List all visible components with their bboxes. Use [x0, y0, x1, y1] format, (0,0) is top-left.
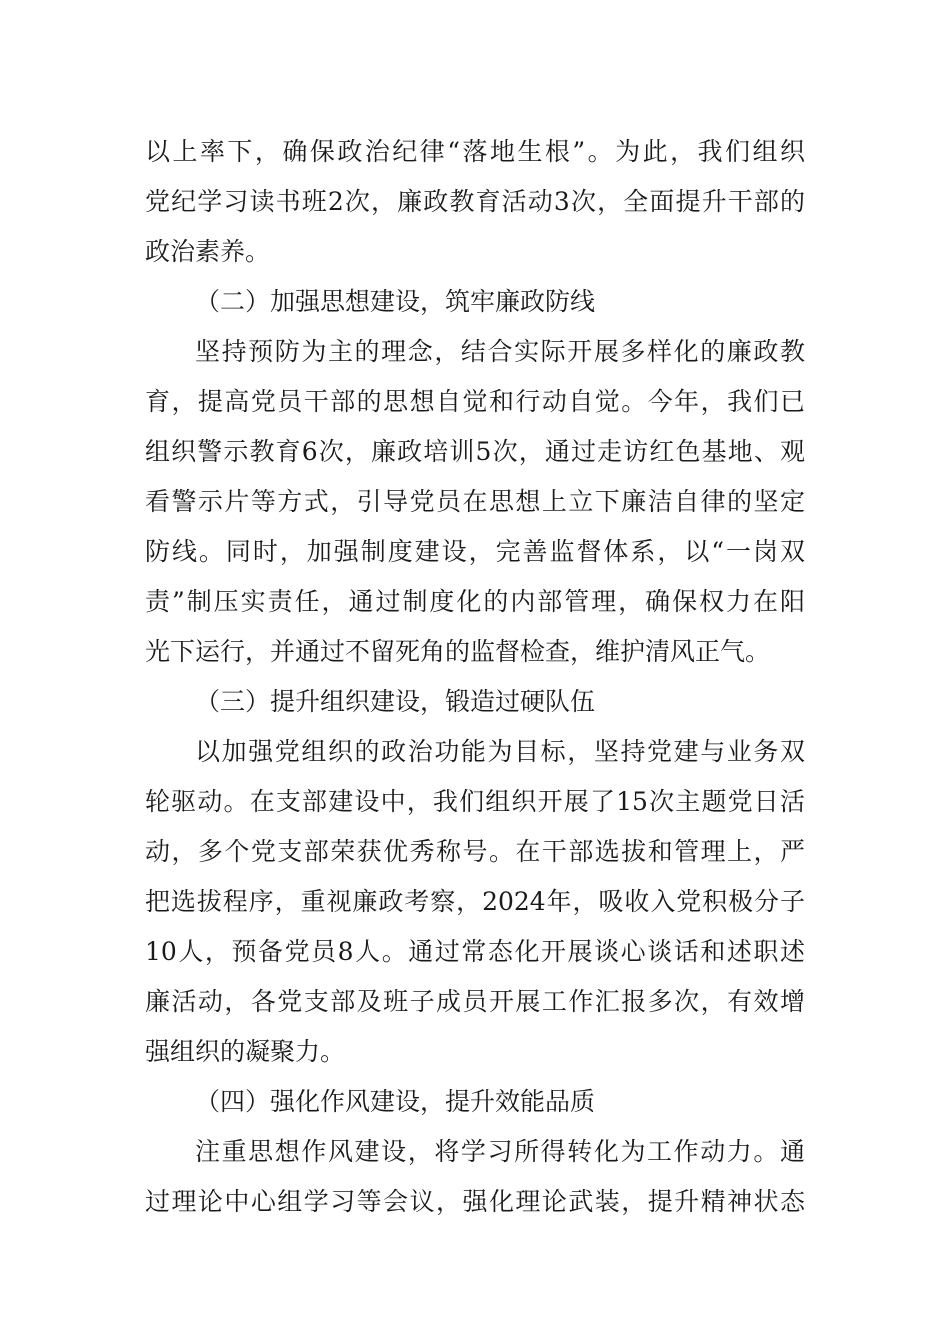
section-heading: （四）强化作风建设，提升效能品质 [195, 1087, 596, 1116]
paragraph-first-line: 注重思想作风建设，将学习所得转化为工作动力。通 [195, 1137, 805, 1166]
section-heading: （三）提升组织建设，锻造过硬队伍 [195, 687, 596, 716]
body-text-line: 轮驱动。在支部建设中，我们组织开展了15次主题党日活 [145, 787, 805, 816]
body-text-line: 党纪学习读书班2次，廉政教育活动3次，全面提升干部的 [145, 187, 805, 216]
paragraph-first-line: 坚持预防为主的理念，结合实际开展多样化的廉政教 [195, 337, 805, 366]
body-text-line: 动，多个党支部荣获优秀称号。在干部选拔和管理上，严 [145, 837, 805, 866]
body-text-line: 过理论中心组学习等会议，强化理论武装，提升精神状态 [145, 1187, 805, 1216]
body-text-line: 强组织的凝聚力。 [145, 1037, 346, 1066]
body-text-line: 看警示片等方式，引导党员在思想上立下廉洁自律的坚定 [145, 487, 805, 516]
body-text-line: 组织警示教育6次，廉政培训5次，通过走访红色基地、观 [145, 437, 805, 466]
body-text-line: 防线。同时，加强制度建设，完善监督体系，以“一岗双 [145, 537, 805, 566]
paragraph-first-line: 以加强党组织的政治功能为目标，坚持党建与业务双 [195, 737, 805, 766]
body-text-line: 责”制压实责任，通过制度化的内部管理，确保权力在阳 [145, 587, 805, 616]
body-text-line: 10人，预备党员8人。通过常态化开展谈心谈话和述职述 [145, 937, 805, 966]
section-heading: （二）加强思想建设，筑牢廉政防线 [195, 287, 596, 316]
body-text-line: 政治素养。 [145, 237, 271, 266]
body-text-line: 光下运行，并通过不留死角的监督检查，维护清风正气。 [145, 637, 771, 666]
body-text-line: 廉活动，各党支部及班子成员开展工作汇报多次，有效增 [145, 987, 805, 1016]
body-text-line: 把选拔程序，重视廉政考察，2024年，吸收入党积极分子 [145, 887, 805, 916]
body-text-line: 育，提高党员干部的思想自觉和行动自觉。今年，我们已 [145, 387, 805, 416]
body-text-line: 以上率下，确保政治纪律“落地生根”。为此，我们组织 [145, 137, 805, 166]
